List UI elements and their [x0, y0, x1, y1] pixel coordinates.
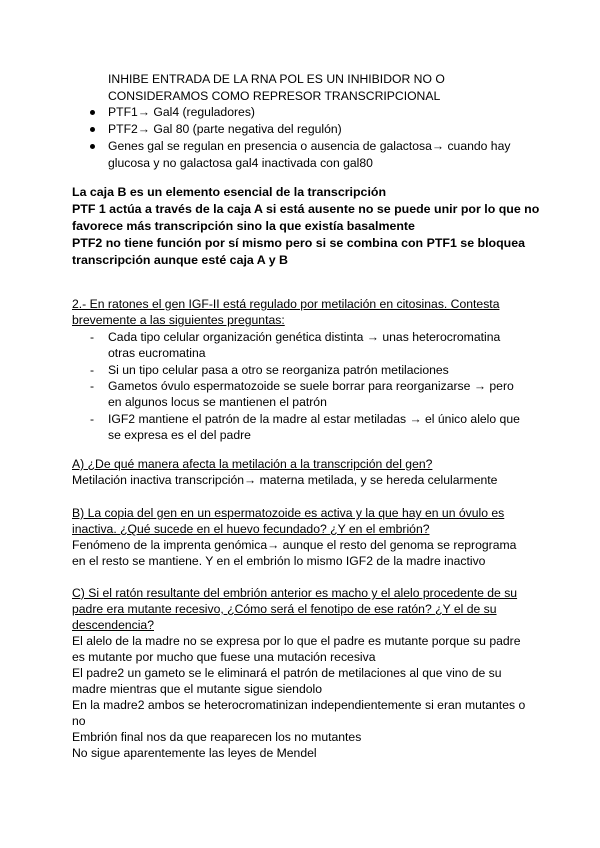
question-b: B) La copia del gen en un espermatozoide es activa y la que hay en un óvulo es	[72, 506, 505, 520]
dash-item: Cada tipo celular organización genética distinta → unas heterocromatina	[108, 330, 501, 344]
answer-c: Embrión final nos da que reaparecen los no mutantes	[72, 730, 362, 744]
question-c: descendencia?	[72, 618, 154, 632]
question-c: padre era mutante recesivo, ¿Cómo será el fenotipo de ese ratón? ¿Y el de su	[72, 602, 497, 616]
bullet-item: PTF1→ Gal4 (reguladores)	[108, 105, 255, 119]
answer-b: Fenómeno de la imprenta genómica→ aunque el resto del genoma se reprograma	[72, 538, 517, 552]
dash-marker: -	[90, 363, 95, 377]
answer-c: El alelo de la madre no se expresa por lo que el padre es mutante porque su padre	[72, 634, 521, 648]
question-2-title: 2.- En ratones el gen IGF-II está regulado por metilación en citosinas. Contesta	[72, 297, 500, 311]
answer-c: no	[72, 714, 86, 728]
dash-item-continuation: se expresa es el del padre	[108, 428, 251, 442]
dash-item: Gametos óvulo espermatozoide se suele borrar para reorganizarse → pero	[108, 379, 514, 393]
dash-item-continuation: otras eucromatina	[108, 346, 206, 360]
answer-c: En la madre2 ambos se heterocromatinizan independientemente si eran mutantes o	[72, 698, 526, 712]
dash-item-continuation: en algunos locus se mantienen el patrón	[108, 395, 327, 409]
bullet-item: PTF2→ Gal 80 (parte negativa del regulón)	[108, 122, 342, 136]
bold-line: La caja B es un elemento esencial de la transcripción	[72, 185, 387, 199]
question-b: inactiva. ¿Qué sucede en el huevo fecundado? ¿Y en el embrión?	[72, 522, 430, 536]
answer-a: Metilación inactiva transcripción→ materna metilada, y se hereda celularmente	[72, 473, 498, 487]
bold-line: transcripción aunque esté caja A y B	[72, 253, 288, 267]
answer-c: es mutante por mucho que fuese una mutación recesiva	[72, 650, 376, 664]
answer-b: en el resto se mantiene. Y en el embrión lo mismo IGF2 de la madre inactivo	[72, 554, 486, 568]
dash-marker: -	[90, 330, 95, 344]
bullet-dot	[90, 127, 95, 132]
dash-marker: -	[90, 412, 95, 426]
dash-item: IGF2 mantiene el patrón de la madre al estar metiladas → el único alelo que	[108, 412, 520, 426]
bullet-dot	[90, 144, 95, 149]
intro-line: INHIBE ENTRADA DE LA RNA POL ES UN INHIBIDOR NO O	[108, 72, 445, 86]
answer-c: madre mientras que el mutante sigue siendolo	[72, 682, 322, 696]
bullet-item-continuation: glucosa y no galactosa gal4 inactivada con gal80	[108, 156, 373, 170]
bold-line: PTF2 no tiene función por sí mismo pero si se combina con PTF1 se bloquea	[72, 236, 526, 250]
answer-c: El padre2 un gameto se le eliminará el patrón de metilaciones al que vino de su	[72, 666, 502, 680]
answer-c: No sigue aparentemente las leyes de Mendel	[72, 746, 317, 760]
bold-line: PTF 1 actúa a través de la caja A si está ausente no se puede unir por lo que no	[72, 202, 540, 216]
dash-marker: -	[90, 379, 95, 393]
bullet-dot	[90, 110, 95, 115]
question-a: A) ¿De qué manera afecta la metilación a la transcripción del gen?	[72, 457, 433, 471]
dash-item: Si un tipo celular pasa a otro se reorganiza patrón metilaciones	[108, 363, 449, 377]
question-c: C) Si el ratón resultante del embrión anterior es macho y el alelo procedente de su	[72, 586, 518, 600]
bullet-item: Genes gal se regulan en presencia o ausencia de galactosa→ cuando hay	[108, 139, 511, 153]
intro-line: CONSIDERAMOS COMO REPRESOR TRANSCRIPCIONAL	[108, 89, 441, 103]
question-2-title: brevemente a las siguientes preguntas:	[72, 313, 285, 327]
bold-line: favorece más transcripción sino la que existía basalmente	[72, 219, 415, 233]
